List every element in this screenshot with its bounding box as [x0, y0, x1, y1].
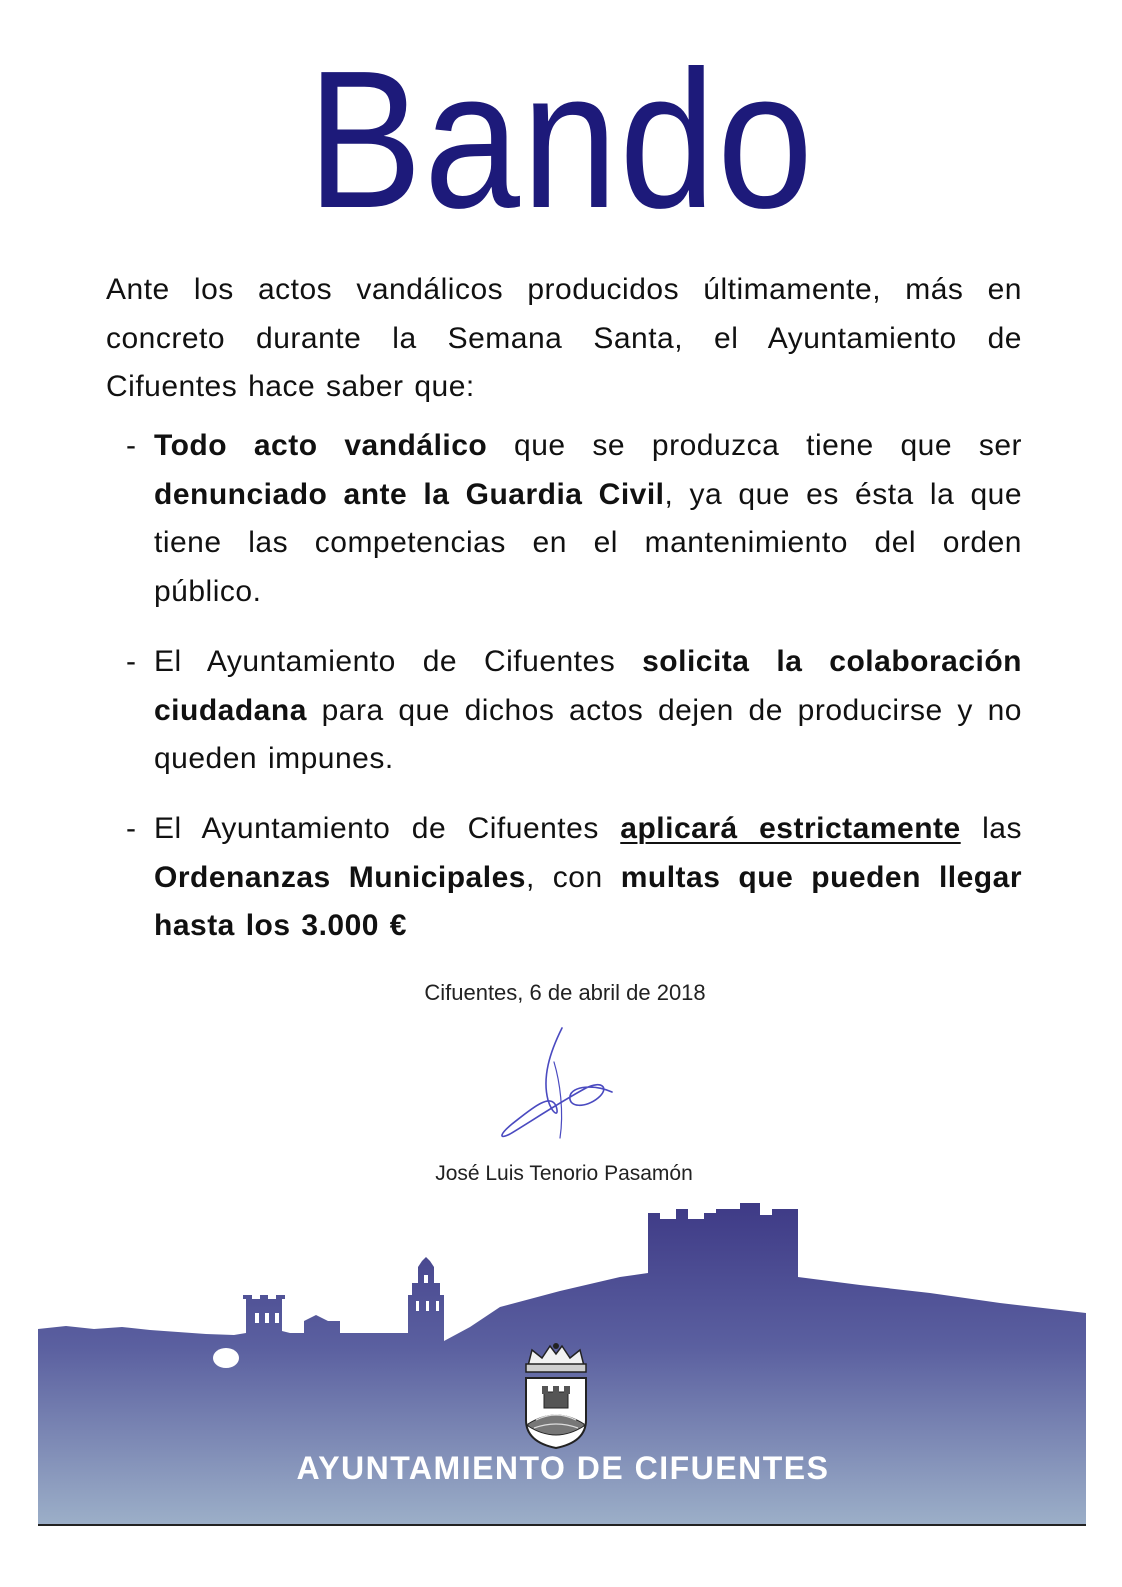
text-run: El Ayuntamiento de Cifuentes [154, 812, 621, 845]
intro-paragraph: Ante los actos vandálicos producidos últimamente, más en concreto durante la Semana Santa, el Ayuntamiento de Cifuentes hace saber que: [106, 273, 1022, 403]
text-run: El Ayuntamiento de Cifuentes [154, 645, 643, 678]
coat-of-arms-icon [518, 1340, 594, 1450]
bold-phrase: Todo acto vandálico [154, 429, 488, 462]
underlined-bold-phrase: aplicará estrictamente [620, 812, 961, 845]
bottom-rule [38, 1524, 1086, 1526]
bullet-text [154, 805, 1022, 951]
bullet-dash: - [126, 645, 137, 678]
bullet-text [154, 638, 1022, 784]
bullet-item [126, 805, 1022, 951]
bold-phrase: denunciado ante la Guardia Civil [154, 477, 665, 511]
text-run: para que dichos actos dejen de producirse y no queden impunes. [154, 693, 1022, 775]
signing-date: Cifuentes, 6 de abril de 2018 [424, 980, 706, 1005]
bullet-item [126, 422, 1022, 616]
text-run: , con [525, 860, 621, 894]
bullet-item [126, 638, 1022, 784]
text-run: que se produzca tiene que ser [487, 429, 1022, 462]
footer-institution-name: AYUNTAMIENTO DE CIFUENTES [296, 1450, 830, 1486]
text-run: las [960, 812, 1022, 845]
signature-icon [490, 1022, 630, 1147]
bullet-dash: - [126, 812, 137, 845]
bold-phrase: multas que pueden llegar hasta los 3.000 € [154, 860, 1022, 942]
bullet-dash: - [126, 429, 137, 462]
bold-phrase: solicita la colaboración ciudadana [154, 645, 1022, 727]
bullet-text [154, 422, 1022, 616]
document-title: Bando [307, 30, 815, 249]
text-run: , ya que es ésta la que tiene las competencias en el mantenimiento del orden público. [154, 477, 1022, 608]
signer-name: José Luis Tenorio Pasamón [435, 1162, 693, 1185]
bold-phrase: Ordenanzas Municipales [154, 860, 526, 894]
